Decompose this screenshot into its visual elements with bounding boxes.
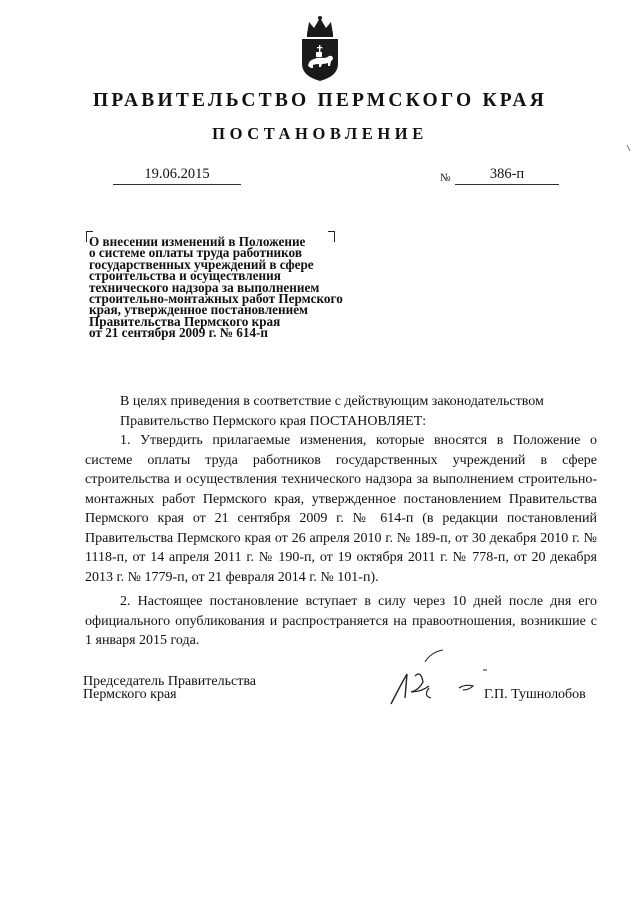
government-title: ПРАВИТЕЛЬСТВО ПЕРМСКОГО КРАЯ — [93, 90, 547, 111]
decree-title: ПОСТАНОВЛЕНИЕ — [212, 124, 428, 143]
preamble-line-1: В целях приведения в соответствие с действующим законодательством — [120, 394, 544, 409]
decree-subject — [89, 236, 389, 339]
subject-line: Правительства Пермского края — [89, 313, 281, 329]
subject-line: строительно-монтажных работ Пермского — [89, 291, 343, 307]
scan-edge-mark — [626, 144, 632, 152]
subject-line: от 21 сентября 2009 г. № 614-п — [89, 325, 269, 341]
subject-line: государственных учреждений в сфере — [89, 256, 314, 272]
subject-line: О внесении изменений в Положение — [89, 234, 306, 249]
preamble-line-2: Правительство Пермского края ПОСТАНОВЛЯЕТ: — [120, 413, 427, 429]
decree-item-1: 1. Утвердить прилагаемые изменения, которые вносятся в Положение о системе оплаты труда работников государственных учреждений в сфере строительства и осуществления технического надзора за выполнением строительно-монтажных работ Пермского края, утвержденное постановлением Правительства Пермского края от 21 сентября 2009 г. № 614-п (в редакции постановлений Правительства Пермского края от 26 апреля 2010 г. № 189-п, от 30 декабря 2010 г. № 1118-п, от 14 апреля 2011 г. № 190-п, от 19 октября 2011 г. № 778-п, от 20 декабря 2013 г. № 1779-п, от 21 февраля 2014 г. № 101-п). — [85, 433, 597, 585]
subject-line: края, утвержденное постановлением — [89, 302, 309, 318]
subject-line: о системе оплаты труда работников — [89, 245, 302, 261]
perm-krai-coat-of-arms-icon — [299, 14, 341, 82]
signer-position — [83, 675, 256, 701]
subject-line: строительства и осуществления — [89, 268, 281, 284]
decree-body — [85, 392, 597, 651]
decree-number: 386-п — [455, 166, 559, 185]
handwritten-signature — [385, 640, 505, 715]
signer-name: Г.П. Тушнолобов — [484, 687, 586, 702]
signer-position-line: Председатель Правительства — [83, 674, 256, 689]
subject-line: технического надзора за выполнением — [89, 279, 320, 295]
decree-date: 19.06.2015 — [113, 166, 241, 185]
decree-item-2: 2. Настоящее постановление вступает в силу через 10 дней после дня его официального опубликования и распространяется на правоотношения, возникшие с 1 января 2015 года. — [85, 594, 597, 648]
number-label: № — [440, 172, 451, 184]
signer-position-line: Пермского края — [83, 687, 177, 702]
